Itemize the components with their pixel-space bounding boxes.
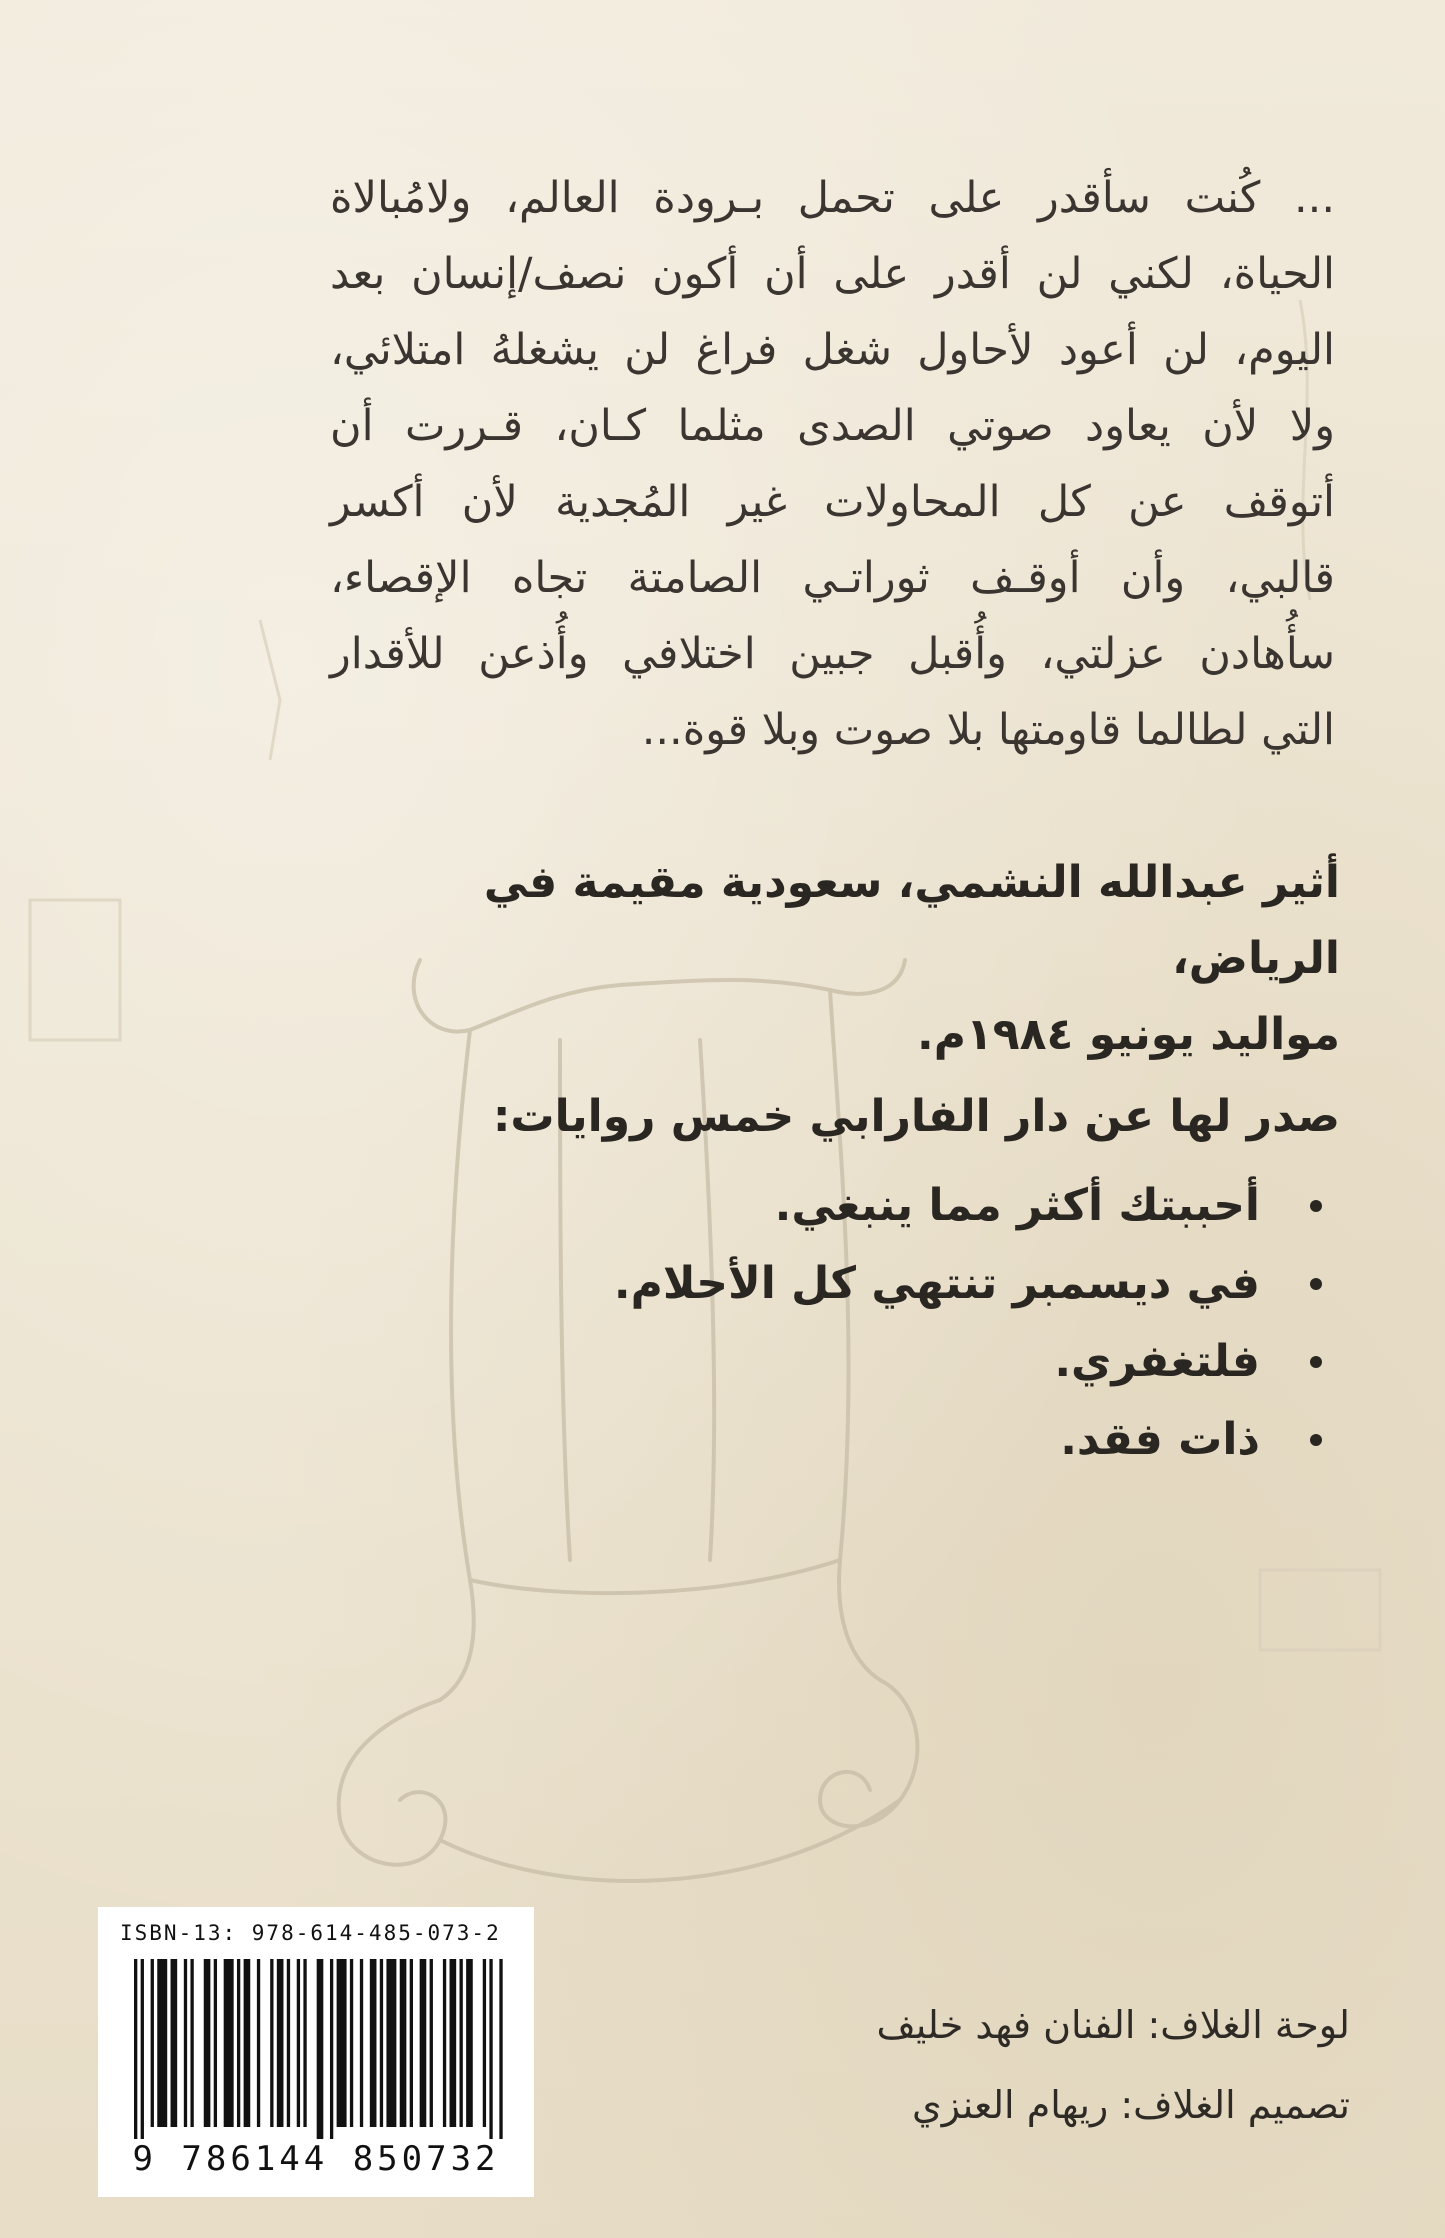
barcode-bar <box>360 1959 363 2127</box>
barcode-bar <box>214 1959 217 2127</box>
barcode-bar <box>443 1959 446 2127</box>
cover-design-credit: تصميم الغلاف: ريهام العنزي <box>911 2083 1350 2127</box>
barcode-bar <box>400 1959 407 2127</box>
blurb-line: اليوم، لن أعود لأحاول شغل فراغ لن يشغلهُ امتلائي، <box>330 325 1335 375</box>
barcode-bar <box>303 1959 306 2127</box>
blurb-text <box>330 160 1335 768</box>
barcode-bar <box>190 1959 193 2127</box>
list-item: أحببتك أكثر مما ينبغي. <box>320 1167 1260 1245</box>
isbn-barcode <box>98 1907 534 2197</box>
blurb-line: أتوقف عن كل المحاولات غير المُجدية لأن أكسر <box>330 477 1335 527</box>
barcode-bar <box>134 1959 137 2139</box>
barcode-bar <box>270 1959 273 2127</box>
list-item: في ديسمبر تنتهي كل الأحلام. <box>320 1245 1260 1323</box>
barcode-bar <box>350 1959 353 2127</box>
barcode-bar <box>450 1959 457 2127</box>
barcode-bar <box>204 1959 211 2127</box>
barcode-bar <box>499 1959 502 2139</box>
barcode-bars <box>134 1959 506 2139</box>
barcode-bar <box>151 1959 154 2127</box>
barcode-bar <box>317 1959 324 2139</box>
author-bio-line-1: أثير عبدالله النشمي، سعودية مقيمة في الرياض، <box>483 857 1340 984</box>
blurb-line: قالبي، وأن أوقـف ثوراتـي الصامتة تجاه الإقصاء، <box>330 553 1335 603</box>
barcode-bar <box>224 1959 234 2127</box>
barcode-bar <box>157 1959 167 2127</box>
barcode-bar <box>466 1959 473 2127</box>
isbn-label: ISBN-13: 978-614-485-073-2 <box>120 1921 501 1945</box>
list-item: فلتغفري. <box>320 1323 1260 1401</box>
blurb-line: سأُهادن عزلتي، وأُقبل جبين اختلافي وأُذعن للأقدار <box>330 629 1335 679</box>
barcode-bar <box>287 1959 290 2127</box>
author-bio-line-2: مواليد يونيو ١٩٨٤م. <box>916 1009 1340 1060</box>
blurb-line: الحياة، لكني لن أقدر على أن أكون نصف/إنسان بعد <box>330 249 1335 299</box>
works-list <box>320 1167 1340 1479</box>
blurb-line: ولا لأن يعاود صوتي الصدى مثلما كـان، قـررت أن <box>330 401 1335 451</box>
works-heading: صدر لها عن دار الفارابي خمس روايات: <box>492 1091 1340 1142</box>
barcode-bar <box>337 1959 347 2127</box>
barcode-bar <box>460 1959 463 2127</box>
author-bio <box>320 845 1340 1073</box>
barcode-bar <box>297 1959 300 2127</box>
list-item: ذات فقد. <box>320 1401 1260 1479</box>
barcode-bar <box>410 1959 413 2127</box>
barcode-digits: 9 786144 850732 <box>132 2139 500 2179</box>
cover-credits <box>700 1985 1350 2145</box>
barcode-bar <box>370 1959 377 2127</box>
barcode-bar <box>244 1959 251 2127</box>
blurb-line: ... كُنت سأقدر على تحمل بـرودة العالم، ولامُبالاة <box>330 173 1335 223</box>
blurb-line: التي لطالما قاومتها بلا صوت وبلا قوة... <box>641 705 1335 755</box>
barcode-bar <box>257 1959 260 2127</box>
barcode-bar <box>386 1959 396 2127</box>
published-works <box>320 1085 1340 1479</box>
cover-painting-credit: لوحة الغلاف: الفنان فهد خليف <box>876 2003 1350 2047</box>
barcode-bar <box>483 1959 486 2127</box>
barcode-bar <box>420 1959 427 2127</box>
barcode-bar <box>237 1959 240 2127</box>
barcode-bar <box>171 1959 178 2127</box>
barcode-bar <box>141 1959 144 2139</box>
barcode-bar <box>184 1959 187 2127</box>
barcode-bar <box>330 1959 333 2139</box>
barcode-bar <box>380 1959 383 2127</box>
barcode-bar <box>277 1959 284 2127</box>
barcode-bar <box>430 1959 433 2127</box>
barcode-bar <box>489 1959 492 2139</box>
